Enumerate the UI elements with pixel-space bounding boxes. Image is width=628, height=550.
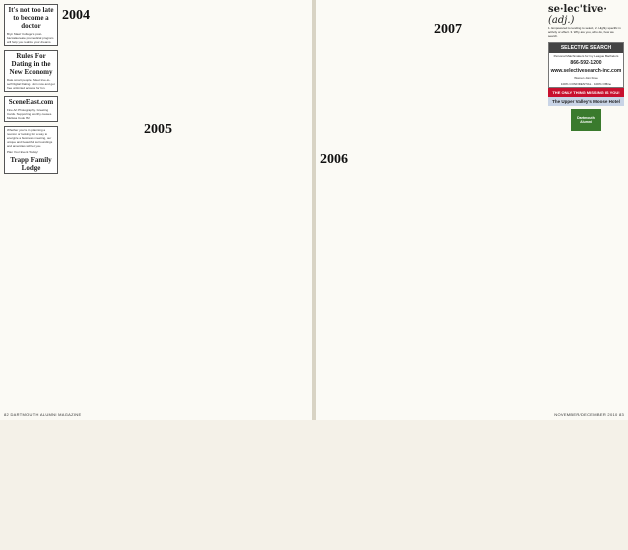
year-heading: 2005 [144,122,172,137]
trapp-ad[interactable] [4,126,58,174]
ad-body: Date smart people. Meet true-to-self Digital Dating. Join now and get free unlimited access for fun. [7,78,55,90]
premed-ad[interactable] [4,4,58,46]
right-ad-column [548,4,624,134]
year-heading: 2004 [62,8,90,23]
site-url[interactable]: www.selectivesearch-inc.com [550,68,622,74]
selective-brand [548,4,624,26]
ad-title: It's not too late to become a doctor [8,6,54,30]
women-join: Women Join Free [574,76,598,80]
brand-word: se·lec'tive· [548,4,607,15]
confidential-note: 100% CONFIDENTIAL · 100% Offline [560,82,612,86]
ad-body: Whether you're in planning a reunion or looking for a way to energize a business meeting, our unique and beautiful surroundings and amenities will let you. [7,128,53,148]
left-ad-column [4,4,58,178]
ad-title: SceneEast.com [8,98,54,106]
search-title: SELECTIVE SEARCH [549,43,623,53]
ad-note: Plan Your Event Today! [7,150,38,154]
page-folio: 82 DARTMOUTH ALUMNI MAGAZINE [4,412,82,417]
sceneeast-ad[interactable] [4,96,58,122]
ad-title: Trapp Family Lodge [10,156,52,172]
dating-ad[interactable] [4,50,58,92]
phone-number: 866-592-1200 [570,60,602,66]
article-column-1 [62,6,140,406]
missing-you-banner: THE ONLY THING MISSING IS YOU! [548,88,624,97]
article-column-4 [434,20,544,420]
article-column-3 [320,150,430,550]
year-heading: 2006 [320,152,348,167]
left-page [0,0,312,420]
year-heading: 2007 [434,22,462,37]
ad-body: Bryn Mawr College's post-baccalaureate premedical program will help you realize your dreams. [7,32,54,44]
article-column-2 [144,120,222,520]
moose-hotel-banner: The Upper Valley's Moose Hotel [548,97,624,106]
brand-definition: 1. Empowered to tending to select, 2. Highly specific in activity or effect. 3. Why are you, who do, how we search. [548,26,621,38]
brand-adj: (adj.) [548,15,575,26]
selective-search-ad[interactable] [548,42,624,88]
dartmouth-badge: Dartmouth Alumni [571,109,601,131]
page-folio: NOVEMBER/DECEMBER 2010 83 [554,412,624,417]
ad-title: Rules For Dating in the New Economy [9,52,53,76]
search-sub: Personal Matchmakers for Ivy League Bachelors [553,54,619,58]
ad-body: Fine Art Photography. Greeting Cards. Supporting worthy causes. Melissa Cook '82 [7,108,53,120]
